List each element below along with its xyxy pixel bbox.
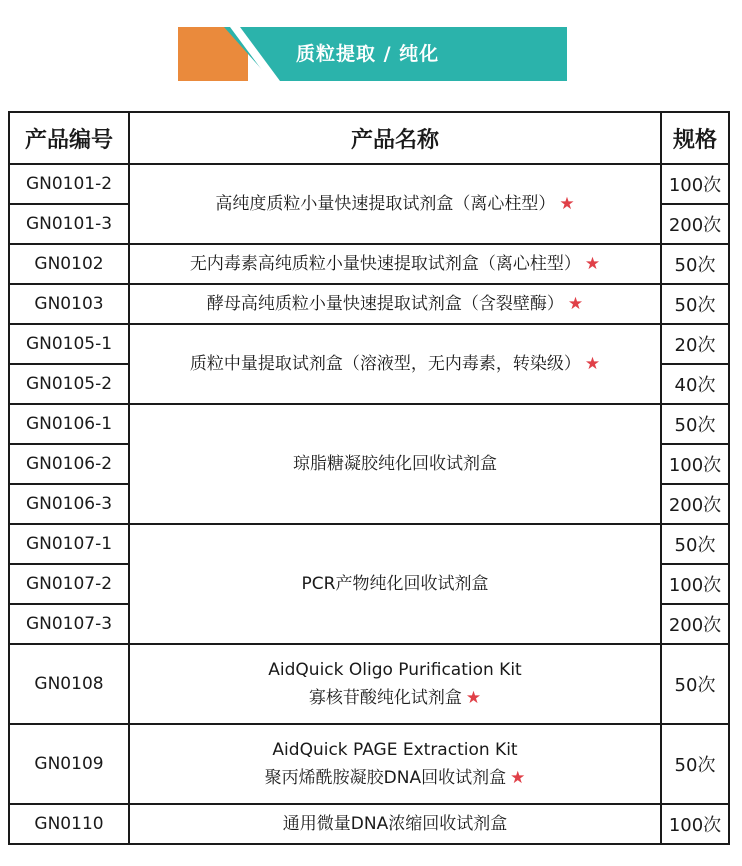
product-name-text: 酵母高纯质粒小量快速提取试剂盒（含裂壁酶） <box>206 294 564 314</box>
star-icon: ★ <box>510 768 526 788</box>
product-name <box>129 244 661 284</box>
product-code: GN0101-2 <box>9 164 129 204</box>
product-spec: 50次 <box>661 524 729 564</box>
product-spec: 100次 <box>661 164 729 204</box>
table-row <box>9 324 729 364</box>
column-header-spec: 规格 <box>661 112 729 164</box>
table-row <box>9 164 729 204</box>
section-banner <box>178 27 567 81</box>
product-name-english: AidQuick Oligo Purification Kit <box>268 660 522 680</box>
product-name-text: 寡核苷酸纯化试剂盒 <box>308 688 462 708</box>
product-name <box>129 644 661 724</box>
product-spec: 50次 <box>661 284 729 324</box>
section-title: 质粒提取 / 纯化 <box>296 43 440 65</box>
product-spec: 200次 <box>661 484 729 524</box>
product-spec: 200次 <box>661 604 729 644</box>
table-row <box>9 404 729 444</box>
product-code: GN0109 <box>9 724 129 804</box>
product-spec: 100次 <box>661 444 729 484</box>
star-icon: ★ <box>584 354 601 374</box>
table-header-row <box>9 112 729 164</box>
product-code: GN0107-1 <box>9 524 129 564</box>
product-code: GN0110 <box>9 804 129 844</box>
star-icon: ★ <box>559 194 575 214</box>
product-spec: 40次 <box>661 364 729 404</box>
product-spec: 50次 <box>661 404 729 444</box>
product-name-text: 质粒中量提取试剂盒（溶液型，无内毒素，转染级） <box>189 354 581 374</box>
star-icon: ★ <box>584 254 601 274</box>
product-spec: 50次 <box>661 644 729 724</box>
column-header-name: 产品名称 <box>129 112 661 164</box>
product-code: GN0108 <box>9 644 129 724</box>
column-header-code: 产品编号 <box>9 112 129 164</box>
product-spec: 100次 <box>661 564 729 604</box>
product-code: GN0103 <box>9 284 129 324</box>
product-name <box>129 324 661 404</box>
product-spec: 20次 <box>661 324 729 364</box>
product-spec: 100次 <box>661 804 729 844</box>
product-name-text: 聚丙烯酰胺凝胶DNA回收试剂盒 <box>264 768 507 788</box>
product-code: GN0106-3 <box>9 484 129 524</box>
table-row <box>9 644 729 724</box>
table-row <box>9 724 729 804</box>
product-code: GN0107-3 <box>9 604 129 644</box>
product-name-english: AidQuick PAGE Extraction Kit <box>272 740 518 760</box>
table-row <box>9 284 729 324</box>
table-row <box>9 524 729 564</box>
table-row <box>9 244 729 284</box>
star-icon: ★ <box>465 688 482 708</box>
product-code: GN0101-3 <box>9 204 129 244</box>
product-name <box>129 724 661 804</box>
product-table <box>8 111 730 845</box>
table-row <box>9 804 729 844</box>
product-code: GN0106-2 <box>9 444 129 484</box>
product-name <box>129 284 661 324</box>
product-code: GN0107-2 <box>9 564 129 604</box>
product-name: PCR产物纯化回收试剂盒 <box>129 524 661 644</box>
product-code: GN0105-2 <box>9 364 129 404</box>
product-name-text: 无内毒素高纯质粒小量快速提取试剂盒（离心柱型） <box>189 254 581 274</box>
product-name: 琼脂糖凝胶纯化回收试剂盒 <box>129 404 661 524</box>
star-icon: ★ <box>567 294 584 314</box>
product-spec: 50次 <box>661 244 729 284</box>
product-name-chinese <box>130 684 660 712</box>
product-code: GN0106-1 <box>9 404 129 444</box>
product-code: GN0105-1 <box>9 324 129 364</box>
product-code: GN0102 <box>9 244 129 284</box>
product-spec: 200次 <box>661 204 729 244</box>
product-name <box>129 164 661 244</box>
product-name: 通用微量DNA浓缩回收试剂盒 <box>129 804 661 844</box>
product-name-chinese <box>130 764 660 792</box>
product-name-text: 高纯度质粒小量快速提取试剂盒（离心柱型） <box>215 194 556 214</box>
product-spec: 50次 <box>661 724 729 804</box>
